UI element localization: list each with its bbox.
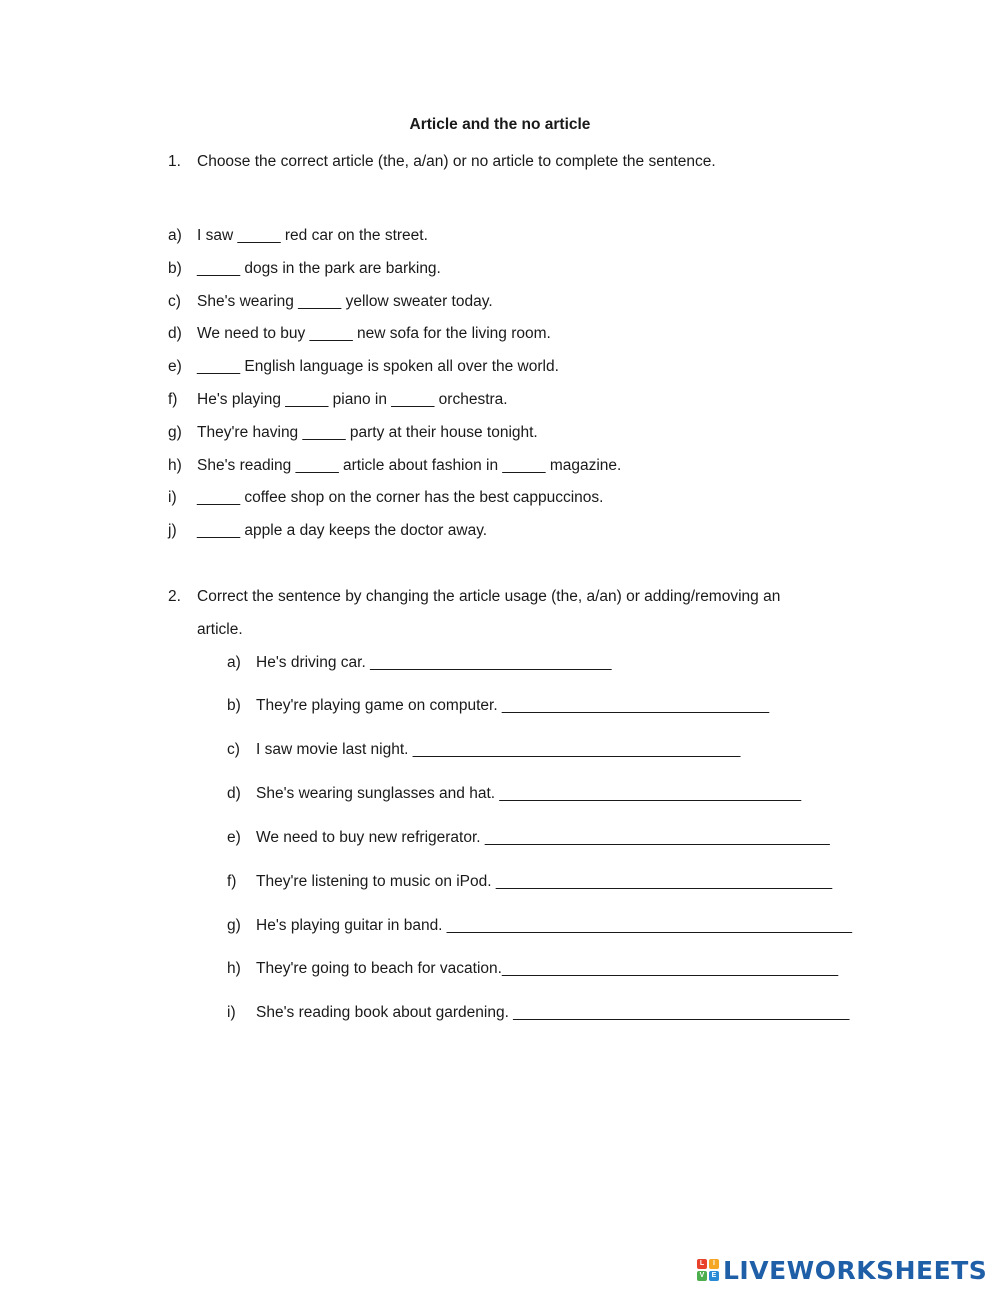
section-2-number: 2. [168,588,181,605]
s2-item-text[interactable]: She's reading book about gardening. _______________________________________ [256,1004,850,1021]
logo-blocks-icon [697,1259,719,1281]
s2-item-text[interactable]: They're playing game on computer. _______________________________ [256,697,770,714]
s2-item-text[interactable]: He's driving car. ____________________________ [256,654,612,671]
s1-item-text[interactable]: I saw _____ red car on the street. [197,227,428,244]
worksheet-title: Article and the no article [409,116,591,133]
s1-item-label: d) [168,325,182,342]
s1-item-label: j) [168,522,177,539]
s1-item-label: b) [168,260,182,277]
s1-item-text[interactable]: She's wearing _____ yellow sweater today. [197,293,493,310]
s1-item-text[interactable]: We need to buy _____ new sofa for the living room. [197,325,551,342]
logo-text: LIVEWORKSHEETS [723,1255,988,1285]
s2-item-text[interactable]: We need to buy new refrigerator. ________________________________________ [256,829,830,846]
s2-item-text[interactable]: They're going to beach for vacation._______________________________________ [256,960,839,977]
s2-item-label: h) [227,960,241,977]
s2-item-text[interactable]: I saw movie last night. ______________________________________ [256,741,741,758]
s2-item-label: b) [227,697,241,714]
s1-item-text[interactable]: _____ dogs in the park are barking. [197,260,441,277]
section-2-instruction-cont: article. [197,621,243,638]
s2-item-label: c) [227,741,240,758]
s1-item-text[interactable]: They're having _____ party at their house tonight. [197,424,538,441]
s2-item-text[interactable]: He's playing guitar in band. _______________________________________________ [256,917,852,934]
s2-item-label: a) [227,654,241,671]
s1-item-label: e) [168,358,182,375]
s2-item-text[interactable]: She's wearing sunglasses and hat. ___________________________________ [256,785,802,802]
s2-item-label: d) [227,785,241,802]
s1-item-label: i) [168,489,177,506]
s2-item-label: e) [227,829,241,846]
s1-item-text[interactable]: _____ coffee shop on the corner has the best cappuccinos. [197,489,604,506]
s1-item-label: f) [168,391,178,408]
s2-item-label: g) [227,917,241,934]
logo-letter: L [697,1259,707,1269]
section-1-number: 1. [168,153,181,170]
logo-letter: I [709,1259,719,1269]
s1-item-label: c) [168,293,181,310]
s1-item-label: g) [168,424,182,441]
s1-item-text[interactable]: _____ apple a day keeps the doctor away. [197,522,488,539]
s1-item-label: h) [168,457,182,474]
logo-letter: V [697,1271,707,1281]
section-2-instruction: Correct the sentence by changing the article usage (the, a/an) or adding/removing an [197,588,781,605]
liveworksheets-logo[interactable] [697,1256,987,1284]
s1-item-text[interactable]: _____ English language is spoken all over the world. [197,358,559,375]
s1-item-text[interactable]: He's playing _____ piano in _____ orchestra. [197,391,508,408]
s2-item-label: f) [227,873,237,890]
s1-item-label: a) [168,227,182,244]
section-1-instruction: Choose the correct article (the, a/an) or no article to complete the sentence. [197,153,716,170]
s2-item-label: i) [227,1004,236,1021]
logo-letter: E [709,1271,719,1281]
s1-item-text[interactable]: She's reading _____ article about fashion in _____ magazine. [197,457,622,474]
s2-item-text[interactable]: They're listening to music on iPod. _______________________________________ [256,873,833,890]
